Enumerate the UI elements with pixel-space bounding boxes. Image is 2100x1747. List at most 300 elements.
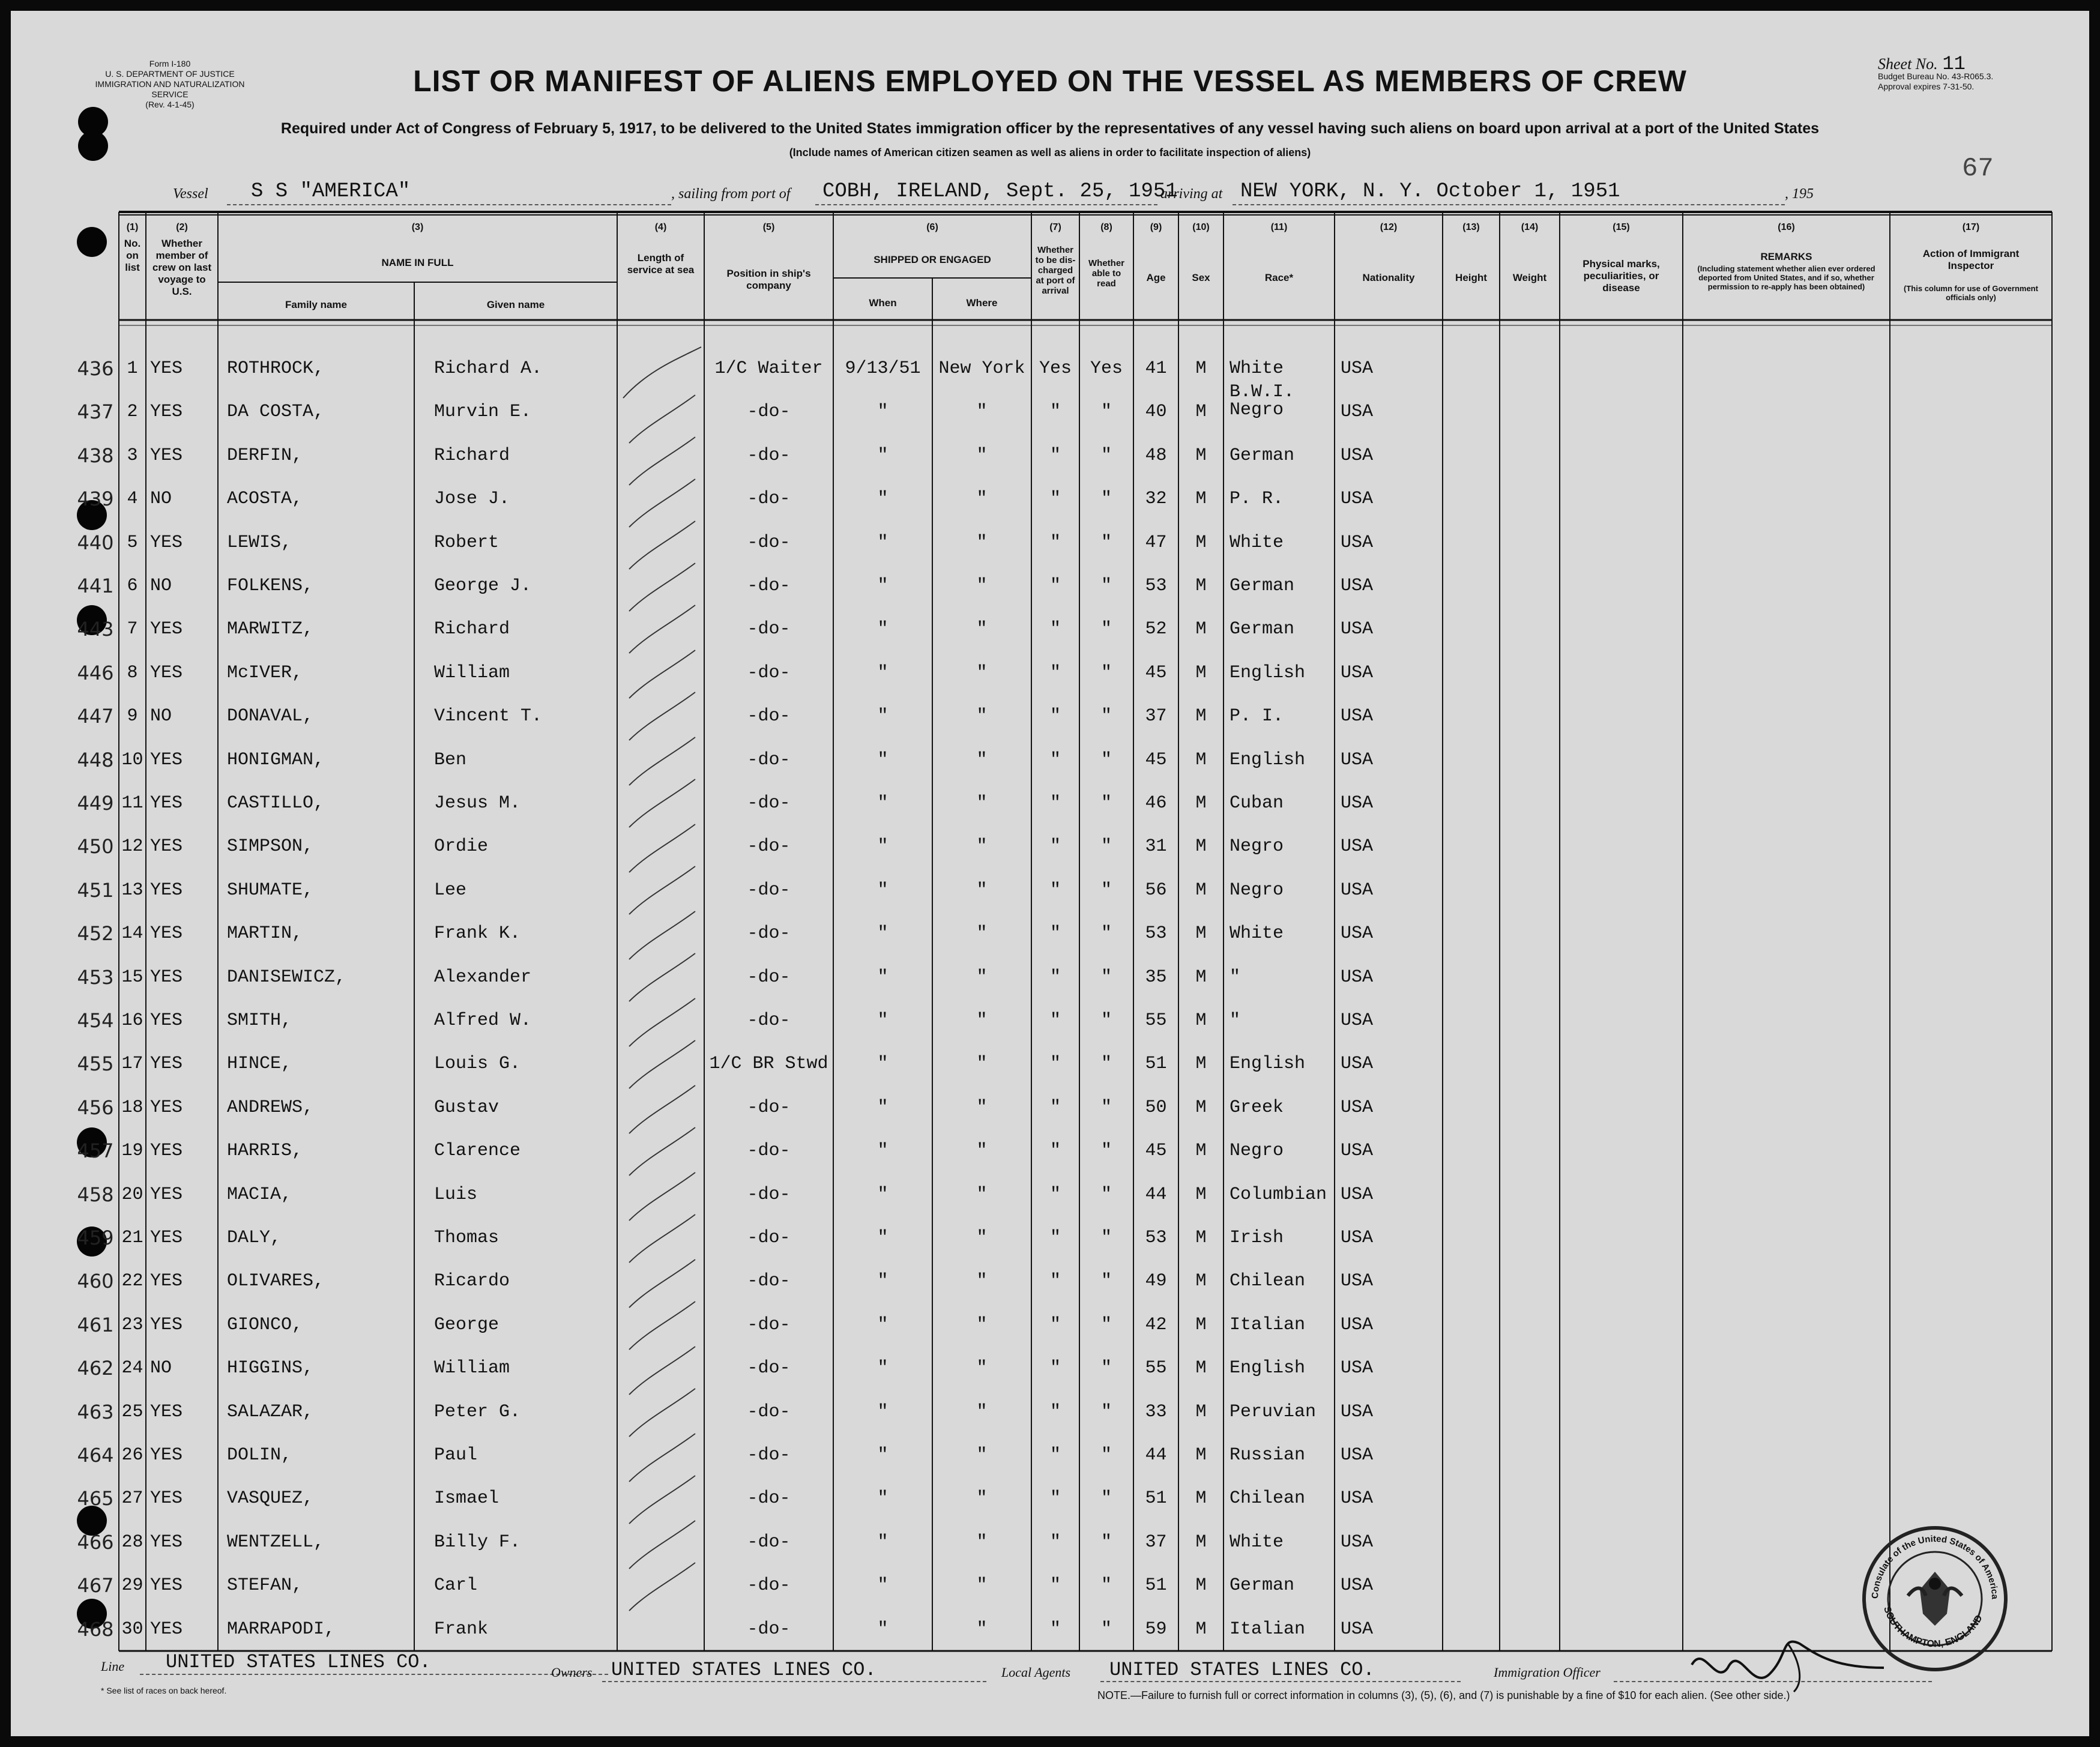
handwritten-seq: 449 [77,792,114,815]
page-number: 67 [1962,154,1994,184]
age: 59 [1145,1619,1167,1640]
approval-expires: Approval expires 7-31-50. [1878,82,1975,91]
nationality: USA [1341,489,1374,510]
position: -do- [747,1010,791,1031]
prior-voyage: YES [150,793,183,813]
line-value: UNITED STATES LINES CO. [166,1651,431,1673]
handwritten-seq: 447 [77,705,114,728]
row-number: 18 [121,1097,143,1118]
discharged: " [1049,1531,1061,1552]
shipped-when: " [877,576,889,596]
col-8-header: Whether able to read [1088,258,1124,289]
col-17-num: (17) [1962,222,1980,232]
sex: M [1195,1575,1207,1596]
race: Negro [1230,1141,1284,1162]
year-suffix: , 195 [1785,186,1814,202]
shipped-when: " [877,1619,889,1640]
shipped-when: " [877,967,889,988]
discharged: " [1049,1488,1061,1509]
prior-voyage: YES [150,749,183,770]
able-to-read: " [1100,445,1112,466]
nationality: USA [1341,1619,1374,1640]
discharged: " [1049,706,1061,727]
form-service: IMMIGRATION AND NATURALIZATION SERVICE [95,79,245,99]
row-number: 26 [121,1445,143,1465]
sex: M [1195,662,1207,683]
race: Russian [1230,1445,1306,1465]
shipped-when: 9/13/51 [845,358,921,379]
handwritten-seq: 464 [77,1444,114,1467]
sex: M [1195,1531,1207,1552]
family-name: HARRIS, [227,1141,303,1162]
position: -do- [747,489,791,510]
race: Negro [1230,880,1284,901]
family-name: DERFIN, [227,445,303,466]
shipped-where: " [976,619,988,640]
handwritten-seq: 462 [77,1357,114,1380]
able-to-read: " [1100,619,1112,640]
row-number: 2 [127,402,138,423]
shipped-where: " [976,880,988,901]
age: 35 [1145,967,1167,988]
nationality: USA [1341,793,1374,813]
position: -do- [747,967,791,988]
sex: M [1195,1010,1207,1031]
discharged: " [1049,1358,1061,1379]
shipped-where: " [976,402,988,423]
age: 48 [1145,445,1167,466]
row-number: 7 [127,619,138,640]
shipped-when: " [877,1184,889,1205]
race: Irish [1230,1228,1284,1248]
shipped-where: " [976,749,988,770]
prior-voyage: YES [150,1531,183,1552]
given-name: Clarence [434,1141,521,1162]
age: 50 [1145,1097,1167,1118]
col-3-header: NAME IN FULL [381,257,454,268]
sex: M [1195,923,1207,944]
age: 46 [1145,793,1167,813]
col-9-num: (9) [1150,222,1162,232]
position: -do- [747,1488,791,1509]
given-name: George J. [434,576,532,596]
shipped-when: " [877,923,889,944]
able-to-read: " [1100,1097,1112,1118]
shipped-where: " [976,1445,988,1465]
race: " [1230,967,1241,988]
shipped-where: " [976,1228,988,1248]
nationality: USA [1341,880,1374,901]
family-name: DONAVAL, [227,706,314,727]
shipped-where: " [976,532,988,553]
given-name: Richard [434,445,510,466]
position: -do- [747,1445,791,1465]
row-number: 30 [121,1619,143,1640]
discharged: " [1049,1314,1061,1335]
shipped-when: " [877,880,889,901]
prior-voyage: YES [150,1575,183,1596]
shipped-when: " [877,1271,889,1292]
discharged: " [1049,1097,1061,1118]
position: -do- [747,619,791,640]
shipped-where: " [976,1054,988,1075]
race: Negro [1230,836,1284,857]
prior-voyage: YES [150,1228,183,1248]
handwritten-seq: 458 [77,1183,114,1206]
handwritten-seq: 468 [77,1617,114,1641]
shipped-where: " [976,836,988,857]
race: Cuban [1230,793,1284,813]
age: 45 [1145,1141,1167,1162]
col-7-num: (7) [1049,222,1061,232]
handwritten-seq: 443 [77,618,114,641]
prior-voyage: NO [150,576,172,596]
handwritten-seq: 465 [77,1487,114,1510]
age: 56 [1145,880,1167,901]
discharged: " [1049,445,1061,466]
race: " [1230,1010,1241,1031]
col-2-header: Whether member of crew on last voyage to U.S. [152,238,212,297]
sex: M [1195,836,1207,857]
discharged: " [1049,576,1061,596]
sheet-label: Sheet No. [1878,55,1938,73]
nationality: USA [1341,836,1374,857]
given-name-header: Given name [486,299,545,310]
able-to-read: " [1100,402,1112,423]
sex: M [1195,1314,1207,1335]
row-number: 4 [127,489,138,510]
discharged: " [1049,402,1061,423]
age: 45 [1145,662,1167,683]
col-14-num: (14) [1521,222,1539,232]
col-4-num: (4) [654,222,667,232]
age: 40 [1145,402,1167,423]
page-title: LIST OR MANIFEST OF ALIENS EMPLOYED ON THE VESSEL AS MEMBERS OF CREW [413,64,1687,98]
prior-voyage: YES [150,532,183,553]
able-to-read: " [1100,489,1112,510]
consulate-stamp [1860,1524,2010,1674]
stamp-top-text: Consulate of the United States of America [1869,1533,2000,1600]
col-6-num: (6) [926,222,938,232]
prior-voyage: YES [150,1054,183,1075]
sex: M [1195,445,1207,466]
discharged: " [1049,880,1061,901]
prior-voyage: YES [150,1619,183,1640]
age: 44 [1145,1445,1167,1465]
col-3-num: (3) [411,222,424,232]
sex: M [1195,1358,1207,1379]
row-number: 5 [127,532,138,553]
nationality: USA [1341,1228,1374,1248]
position: 1/C BR Stwd [709,1054,828,1075]
given-name: Ricardo [434,1271,510,1292]
nationality: USA [1341,1097,1374,1118]
given-name: Billy F. [434,1531,521,1552]
penalty-note: NOTE.—Failure to furnish full or correct information in columns (3), (5), (6), and (7) is punishable by a fine of $10 for each alien. (See other side.) [1097,1689,1790,1701]
position: -do- [747,836,791,857]
vessel-name: S S "AMERICA" [251,180,411,203]
able-to-read: " [1100,836,1112,857]
given-name: Frank [434,1619,489,1640]
family-name: HIGGINS, [227,1358,314,1379]
nationality: USA [1341,662,1374,683]
able-to-read: " [1100,1314,1112,1335]
sex: M [1195,576,1207,596]
discharged: " [1049,1141,1061,1162]
given-name: Jose J. [434,489,510,510]
family-name-header: Family name [285,299,347,310]
handwritten-seq: 437 [77,400,114,424]
able-to-read: " [1100,1010,1112,1031]
nationality: USA [1341,749,1374,770]
race: English [1230,1054,1306,1075]
shipped-where: " [976,662,988,683]
family-name: MARWITZ, [227,619,314,640]
family-name: WENTZELL, [227,1531,325,1552]
family-name: FOLKENS, [227,576,314,596]
row-number: 27 [121,1488,143,1509]
required-statement: Required under Act of Congress of February 5, 1917, to be delivered to the United States immigration officer by the representatives of any vessel having such aliens on board upon arrival at a port of the United States [280,120,1820,137]
sailing-label: , sailing from port of [671,186,791,202]
col-7-header: Whether to be dis-charged at port of arrival [1035,245,1076,296]
row-number: 17 [121,1054,143,1075]
able-to-read: " [1100,1531,1112,1552]
prior-voyage: YES [150,358,183,379]
family-name: DOLIN, [227,1445,292,1465]
col-8-num: (8) [1100,222,1112,232]
shipped-when: " [877,1488,889,1509]
age: 53 [1145,576,1167,596]
position: -do- [747,402,791,423]
age: 32 [1145,489,1167,510]
handwritten-seq: 467 [77,1574,114,1598]
family-name: MACIA, [227,1184,292,1205]
shipped-when: " [877,662,889,683]
position: -do- [747,1271,791,1292]
shipped-when: " [877,489,889,510]
sex: M [1195,1054,1207,1075]
given-name: Peter G. [434,1401,521,1422]
position: 1/C Waiter [714,358,823,379]
sex: M [1195,880,1207,901]
handwritten-seq: 454 [77,1009,114,1032]
col-13-header: Height [1455,272,1487,283]
shipped-where: " [976,1010,988,1031]
position: -do- [747,1314,791,1335]
shipped-where: " [976,1097,988,1118]
given-name: Murvin E. [434,402,532,423]
line-label: Line [101,1659,125,1674]
col-17-subheader: (This column for use of Government officials only) [1904,284,2038,302]
family-name: ROTHROCK, [227,358,325,379]
agents-label: Local Agents [1001,1665,1071,1680]
nationality: USA [1341,1314,1374,1335]
position: -do- [747,662,791,683]
col-17-header: Action of Immigrant Inspector [1922,248,2020,271]
budget-bureau: Budget Bureau No. 43-R065.3. [1878,71,1994,81]
able-to-read: " [1100,749,1112,770]
handwritten-seq: 466 [77,1530,114,1554]
race: German [1230,1575,1295,1596]
shipped-when: " [877,619,889,640]
col-15-header: Physical marks, peculiarities, or disease [1583,258,1660,294]
sex: M [1195,1445,1207,1465]
include-note: (Include names of American citizen seamen as well as aliens in order to facilitate inspection of aliens) [789,146,1311,158]
nationality: USA [1341,1358,1374,1379]
owners-value: UNITED STATES LINES CO. [611,1659,877,1681]
age: 33 [1145,1401,1167,1422]
given-name: Frank K. [434,923,521,944]
shipped-where: " [976,1531,988,1552]
shipped-where: " [976,923,988,944]
discharged: " [1049,619,1061,640]
handwritten-seq: 453 [77,965,114,989]
given-name: Ismael [434,1488,499,1509]
race: German [1230,576,1295,596]
row-number: 12 [121,836,143,857]
prior-voyage: YES [150,1141,183,1162]
discharged: " [1049,967,1061,988]
shipped-where: " [976,1401,988,1422]
family-name: SIMPSON, [227,836,314,857]
prior-voyage: NO [150,1358,172,1379]
given-name: Louis G. [434,1054,521,1075]
age: 45 [1145,749,1167,770]
position: -do- [747,1401,791,1422]
prior-voyage: YES [150,967,183,988]
sex: M [1195,1141,1207,1162]
nationality: USA [1341,923,1374,944]
shipped-where: " [976,1575,988,1596]
sailing-port: COBH, IRELAND, Sept. 25, 1951 [822,180,1178,203]
shipped-where: " [976,1358,988,1379]
family-name: SMITH, [227,1010,292,1031]
punch-hole [77,227,107,257]
col-2-num: (2) [176,222,188,232]
discharged: " [1049,923,1061,944]
position: -do- [747,880,791,901]
position: -do- [747,749,791,770]
handwritten-seq: 463 [77,1400,114,1423]
col-11-num: (11) [1270,222,1288,232]
sex: M [1195,1271,1207,1292]
discharged: " [1049,1575,1061,1596]
handwritten-seq: 439 [77,487,114,511]
family-name: ACOSTA, [227,489,303,510]
given-name: Luis [434,1184,478,1205]
col-13-num: (13) [1462,222,1480,232]
race: P. I. [1230,706,1284,727]
races-footnote: * See list of races on back hereof. [101,1686,227,1695]
row-number: 3 [127,445,138,466]
shipped-when: " [877,706,889,727]
shipped-when: " [877,1531,889,1552]
handwritten-seq: 451 [77,878,114,902]
able-to-read: " [1100,1575,1112,1596]
able-to-read: " [1100,1445,1112,1465]
handwritten-seq: 452 [77,922,114,946]
able-to-read: " [1100,1619,1112,1640]
race: Peruvian [1230,1401,1317,1422]
family-name: SHUMATE, [227,880,314,901]
arriving-label: arriving at [1160,186,1223,202]
family-name: SALAZAR, [227,1401,314,1422]
shipped-where: " [976,489,988,510]
handwritten-seq: 450 [77,835,114,858]
family-name: MARRAPODI, [227,1619,336,1640]
col-16-num: (16) [1778,222,1795,232]
race: B.W.I. Negro [1230,382,1295,421]
row-number: 20 [121,1184,143,1205]
arriving-port: NEW YORK, N. Y. October 1, 1951 [1240,180,1620,203]
col-16-header: REMARKS [1760,251,1812,262]
prior-voyage: YES [150,923,183,944]
prior-voyage: NO [150,706,172,727]
position: -do- [747,1358,791,1379]
race: White [1230,358,1284,379]
family-name: DANISEWICZ, [227,967,346,988]
shipped-where: " [976,1184,988,1205]
able-to-read: " [1100,1228,1112,1248]
shipped-where: " [976,706,988,727]
prior-voyage: YES [150,445,183,466]
shipped-when: " [877,1054,889,1075]
position: -do- [747,532,791,553]
discharged: " [1049,1401,1061,1422]
discharged: " [1049,793,1061,813]
col-12-header: Nationality [1362,272,1415,283]
age: 55 [1145,1010,1167,1031]
form-department: U. S. DEPARTMENT OF JUSTICE [105,69,235,79]
row-number: 1 [127,358,138,379]
shipped-when: " [877,793,889,813]
prior-voyage: YES [150,1097,183,1118]
handwritten-seq: 455 [77,1052,114,1076]
col-4-header: Length of service at sea [627,252,695,276]
owners-label: Owners [551,1665,593,1680]
handwritten-seq: 448 [77,748,114,771]
shipped-when: " [877,749,889,770]
race: English [1230,749,1306,770]
discharged: " [1049,662,1061,683]
given-name: Ben [434,749,467,770]
able-to-read: " [1100,1271,1112,1292]
given-name: Carl [434,1575,478,1596]
family-name: OLIVARES, [227,1271,325,1292]
race: White [1230,923,1284,944]
sex: M [1195,532,1207,553]
race: Chilean [1230,1271,1306,1292]
nationality: USA [1341,358,1374,379]
col-1-num: (1) [126,222,139,232]
col-12-num: (12) [1380,222,1398,232]
race: White [1230,532,1284,553]
handwritten-seq: 456 [77,1096,114,1119]
prior-voyage: YES [150,1010,183,1031]
discharged: " [1049,532,1061,553]
family-name: GIONCO, [227,1314,303,1335]
able-to-read: " [1100,880,1112,901]
given-name: Gustav [434,1097,499,1118]
shipped-when: " [877,1010,889,1031]
col-6-header: SHIPPED OR ENGAGED [873,254,991,265]
race: Italian [1230,1619,1306,1640]
sex: M [1195,1488,1207,1509]
nationality: USA [1341,619,1374,640]
col-1-header: No. on list [124,238,141,273]
age: 44 [1145,1184,1167,1205]
sex: M [1195,793,1207,813]
